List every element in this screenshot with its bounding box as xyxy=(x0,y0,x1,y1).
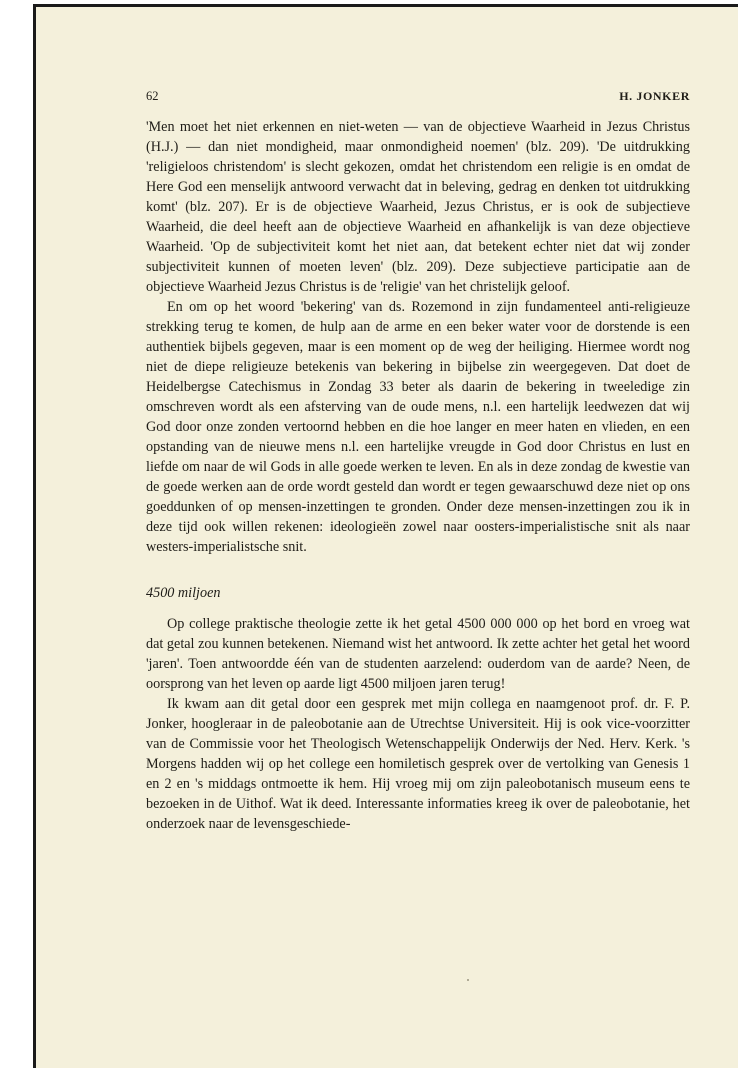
page-text xyxy=(146,86,690,834)
page-number: 62 xyxy=(146,89,159,103)
book-page xyxy=(33,4,738,1068)
paragraph: Ik kwam aan dit getal door een gesprek met mijn collega en naamgenoot prof. dr. F. P. Jonker, hoogleraar in de paleobotanie aan de Utrechtse Universiteit. Hij is ook vice-voorzitter van de Commissie voor het Theologisch Wetenschappelijk Onderwijs der Ned. Herv. Kerk. 's Morgens hadden wij op het college een homiletisch gesprek over de vertolking van Genesis 1 en 2 en 's middags ontmoette ik hem. Hij vroeg mij om zijn paleobotanisch museum eens te bezoeken in de Uithof. Wat ik deed. Interessante informaties kreeg ik over de paleobotanie, het onderzoek naar de levensgeschiede- xyxy=(146,696,690,832)
page-speck xyxy=(467,979,469,981)
running-head xyxy=(146,86,690,106)
paragraph: 'Men moet het niet erkennen en niet-weten — van de objectieve Waarheid in Jezus Christus (H.J.) — dan niet mondigheid, maar onmondigheid noemen' (blz. 209). 'De uitdrukking 'religieloos christendom' is slecht gekozen, omdat het christendom een religie is en omdat de Here God een menselijk antwoord verwacht dat in beleving, gedrag en denken tot uitdrukking komt' (blz. 207). Er is de objectieve Waarheid, Jezus Christus, er is ook de subjectieve Waarheid, die deel heeft aan de objectieve Waarheid en afhankelijk is van deze objectieve Waarheid. 'Op de subjectiviteit komt het niet aan, dat betekent echter niet dat wij zonder subjectiviteit kunnen of moeten leven' (blz. 209). Deze subjectieve participatie aan de objectieve Waarheid Jezus Christus is de 'religie' van het christelijk geloof. xyxy=(146,119,690,295)
running-head-author: H. JONKER xyxy=(619,89,690,103)
section-title: 4500 miljoen xyxy=(146,585,221,601)
paragraph: En om op het woord 'bekering' van ds. Rozemond in zijn fundamenteel anti-religieuze strekking terug te komen, de hulp aan de arme en een beker water voor de dorstende is een authentiek bijbels gegeven, maar is een moment op de weg der heiliging. Hiermee wordt nog niet de diepe religieuze betekenis van bekering in bijbelse zin weergegeven. Dat doet de Heidelbergse Catechismus in Zondag 33 beter als daarin de bekering in tweeledige zin omschreven wordt als een afsterving van de oude mens, n.l. een hartelijk leedwezen dat wij God door onze zonden vertoornd hebben en die hoe langer en meer haten en vlieden, en een opstanding van de nieuwe mens n.l. een hartelijke vreugde in God door Christus en lust en liefde om naar de wil Gods in alle goede werken te leven. En als in deze zondag de kwestie van de goede werken aan de orde wordt gesteld dan wordt er tegen gewaarschuwd deze niet op ons goeddunken of op mensen-inzettingen te gronden. Onder deze mensen-inzettingen zou ik in deze tijd ook willen rekenen: ideologieën zowel naar oosters-imperialistische snit als naar westers-imperialistsche snit. xyxy=(146,299,690,555)
paragraph: Op college praktische theologie zette ik het getal 4500 000 000 op het bord en vroeg wat dat getal zou kunnen betekenen. Niemand wist het antwoord. Ik zette achter het getal het woord 'jaren'. Toen antwoordde één van de studenten aarzelend: ouderdom van de aarde? Neen, de oorsprong van het leven op aarde ligt 4500 miljoen jaren terug! xyxy=(146,616,690,692)
